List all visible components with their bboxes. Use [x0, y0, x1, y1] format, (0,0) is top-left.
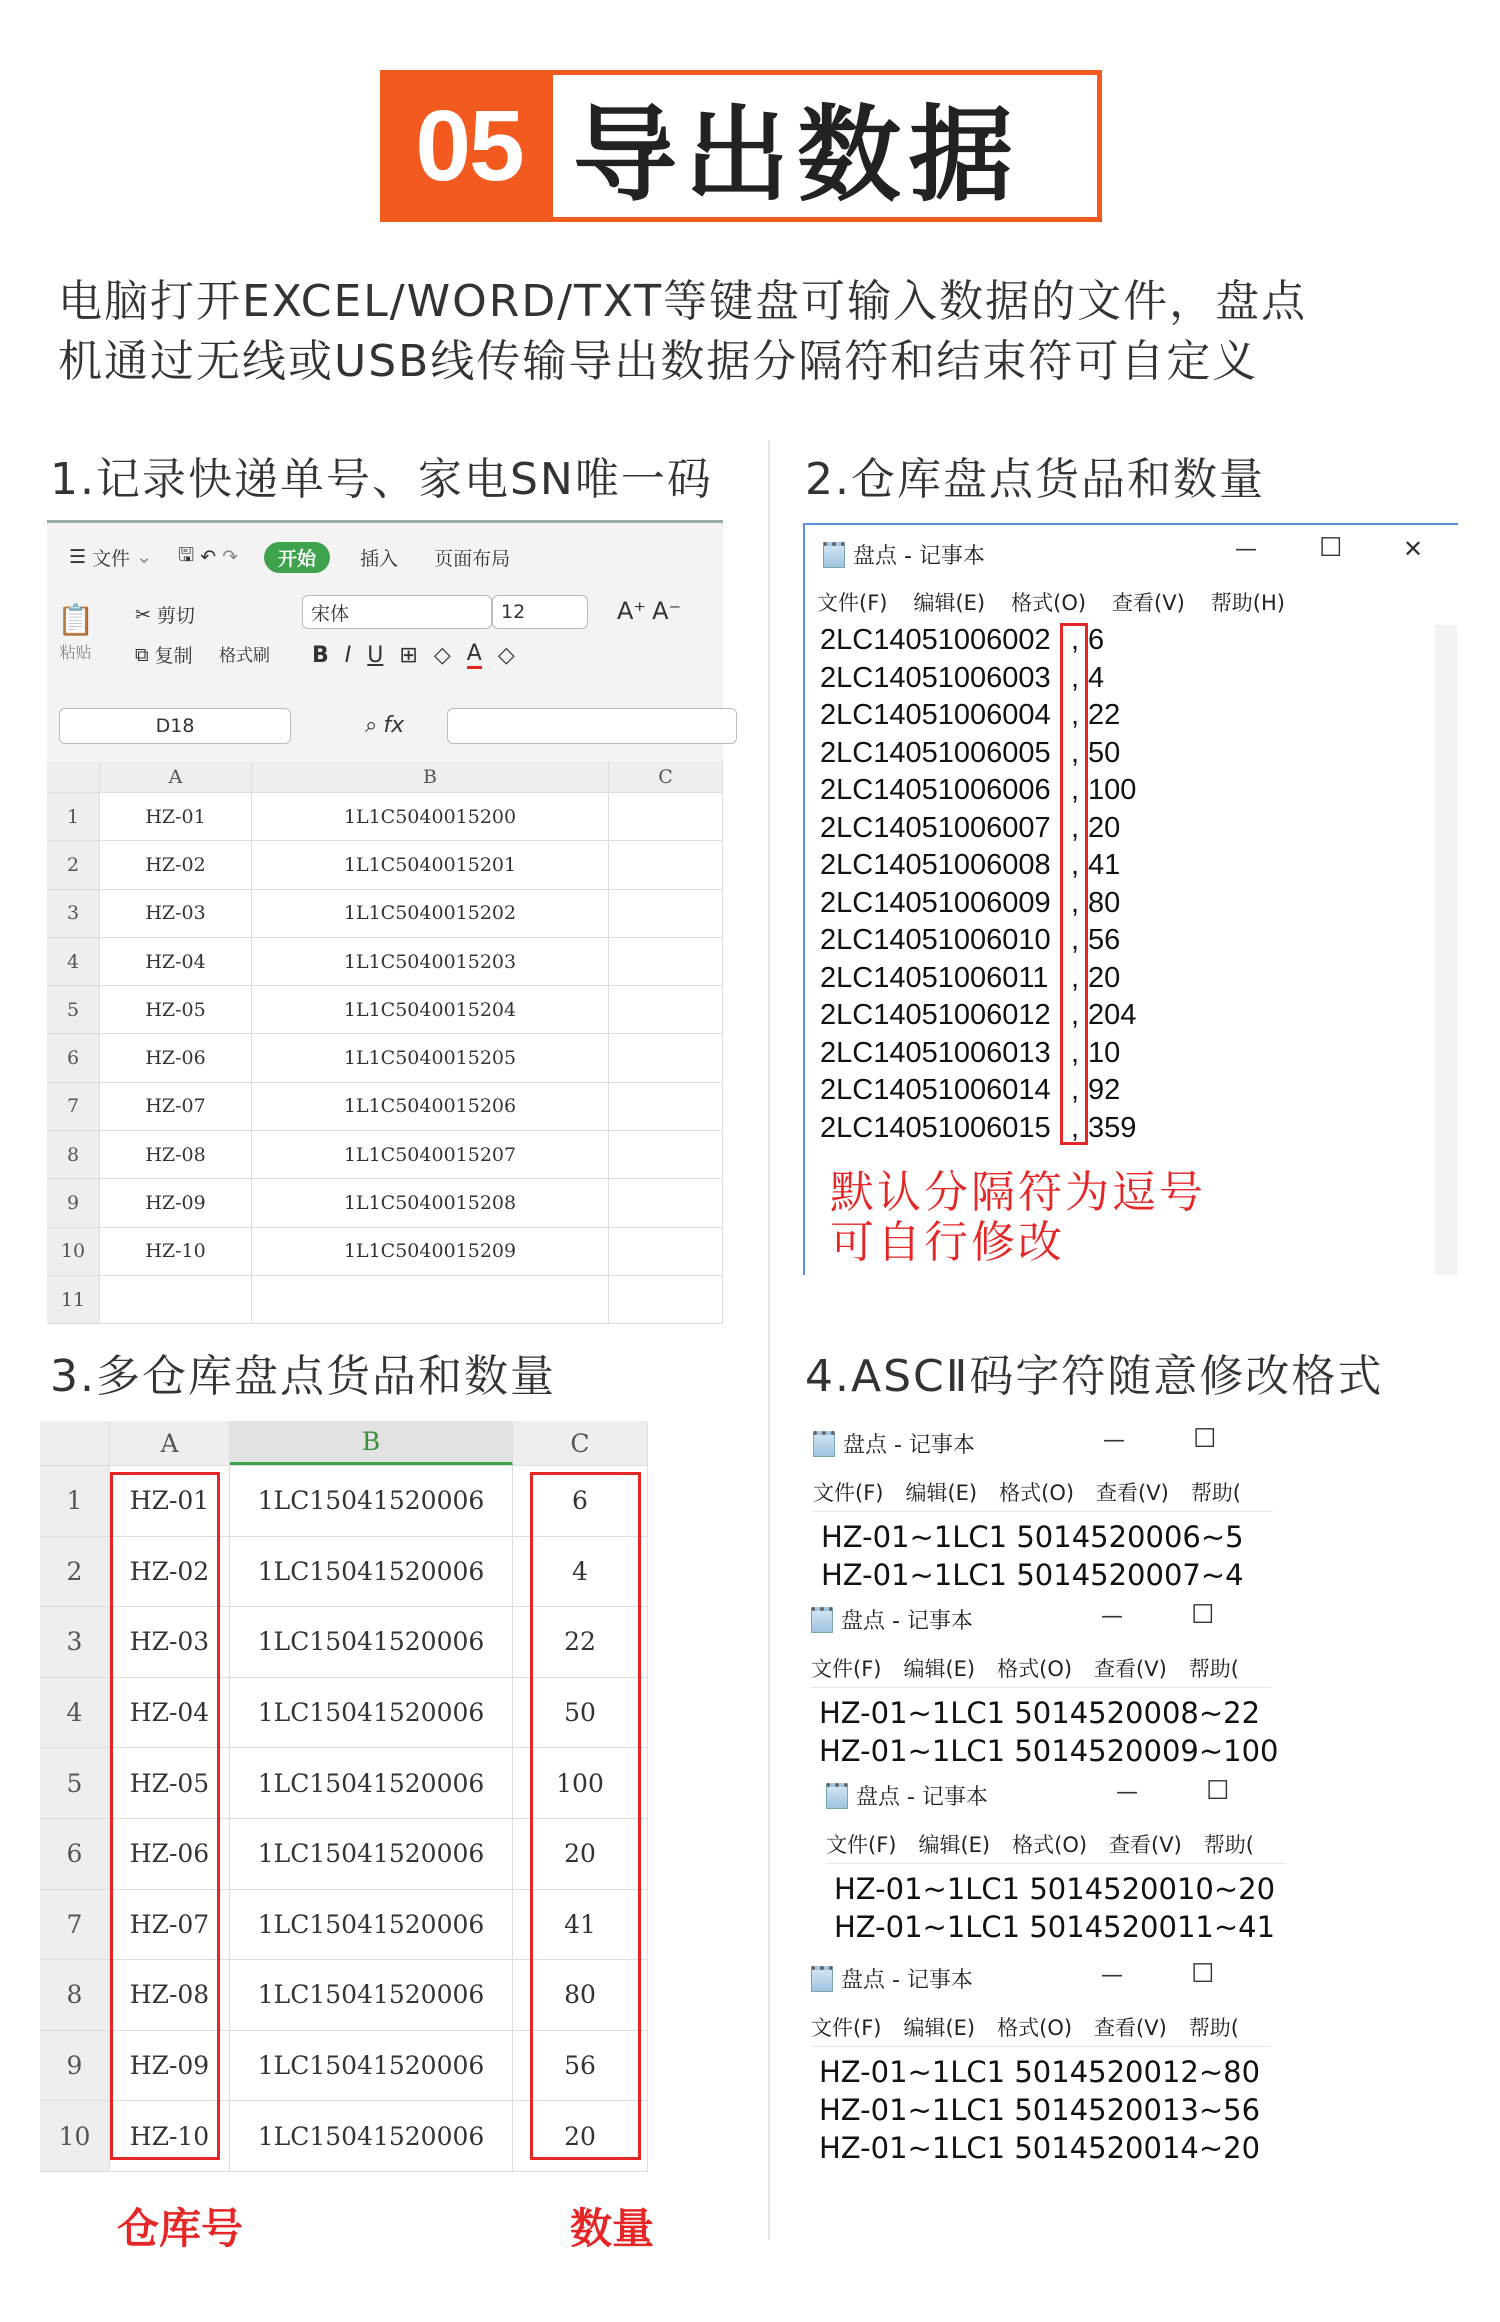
column-header[interactable]: A	[100, 762, 252, 792]
quantity: 41	[1088, 849, 1121, 881]
menu-item[interactable]: 帮助(	[1203, 1833, 1255, 1857]
quantity: 4	[1088, 661, 1105, 694]
text-line	[820, 772, 1136, 810]
paste-icon[interactable]: 📋	[57, 603, 95, 638]
row-header[interactable]: 1	[40, 1466, 110, 1536]
table-cell[interactable]	[609, 890, 723, 937]
quantity: 20	[1088, 961, 1121, 994]
row-header[interactable]: 3	[40, 1607, 110, 1677]
menu-bar	[817, 587, 1285, 617]
menu-item[interactable]: 文件(F)	[813, 1481, 884, 1505]
window-title: 盘点 - 记事本	[843, 1433, 975, 1458]
notepad-icon	[813, 1431, 835, 1457]
quantity: 10	[1088, 1036, 1121, 1069]
menu-item[interactable]: 文件(F)	[811, 1657, 882, 1681]
table-cell[interactable]: 1LC15041520006	[230, 1890, 513, 1960]
table-cell[interactable]: HZ-04	[110, 1678, 230, 1748]
serial-number: 2LC14051006008	[820, 849, 1051, 881]
title-banner	[380, 70, 1102, 222]
table-row	[47, 1276, 723, 1324]
separator: ,	[1070, 811, 1080, 844]
text-line	[820, 660, 1136, 698]
separator: ,	[1070, 999, 1080, 1031]
table-cell[interactable]: 1L1C5040015201	[252, 841, 609, 888]
row-header[interactable]: 8	[47, 1131, 100, 1178]
text-area[interactable]	[811, 1694, 1311, 1770]
table-cell[interactable]: 1L1C5040015206	[252, 1083, 609, 1130]
warehouse-label: 仓库号	[117, 2204, 244, 2253]
title-bar	[811, 1604, 1311, 1635]
header-row	[47, 762, 723, 793]
font-select[interactable]	[302, 595, 492, 629]
row-header[interactable]: 2	[47, 841, 100, 888]
table-cell[interactable]: 1LC15041520006	[230, 2101, 513, 2171]
text-area[interactable]	[811, 2053, 1311, 2167]
text-line: HZ-01~1LC1 5014520006~5	[821, 1520, 1244, 1554]
table-cell[interactable]	[609, 841, 723, 888]
menu-item[interactable]: 查看(V)	[1109, 1833, 1182, 1857]
menu-item[interactable]: 编辑(E)	[903, 2016, 976, 2040]
table-row	[47, 1228, 723, 1276]
menu-item[interactable]: 查看(V)	[1096, 1481, 1169, 1505]
notepad-window-mini	[811, 1959, 1311, 2167]
font-value: 宋体	[311, 602, 350, 625]
minimize-button[interactable]: —	[1235, 537, 1257, 562]
row-header[interactable]: 9	[47, 1179, 100, 1226]
table-cell[interactable]: 80	[513, 1960, 648, 2030]
table-cell[interactable]: HZ-10	[100, 1228, 252, 1275]
table-cell[interactable]: HZ-07	[110, 1890, 230, 1960]
title-bar	[811, 1963, 1311, 1994]
text-line: HZ-01~1LC1 5014520010~20	[834, 1872, 1276, 1906]
maximize-button[interactable]: ☐	[1206, 1776, 1230, 1806]
table-row	[47, 938, 723, 986]
text-line	[820, 735, 1136, 773]
section-3-heading: 3.多仓库盘点货品和数量	[50, 1351, 556, 1402]
serial-number: 2LC14051006010	[820, 924, 1051, 956]
menu-item[interactable]: 查看(V)	[1094, 2016, 1167, 2040]
minimize-button[interactable]: —	[1103, 1428, 1125, 1453]
title-number: 05	[385, 75, 553, 217]
column-header[interactable]: C	[609, 762, 723, 792]
notepad-window-mini	[826, 1776, 1326, 1946]
table-row	[47, 890, 723, 938]
table-cell[interactable]: 1L1C5040015209	[252, 1228, 609, 1275]
text-line: HZ-01~1LC1 5014520012~80	[819, 2055, 1261, 2089]
underline-icon[interactable]: U	[367, 642, 384, 668]
row-header[interactable]: 6	[40, 1819, 110, 1889]
zoom-icon[interactable]: ⌕	[365, 713, 378, 738]
notepad-window-mini	[813, 1424, 1313, 1594]
table-cell[interactable]	[609, 1276, 723, 1323]
table-cell[interactable]: HZ-08	[100, 1131, 252, 1178]
section-1-heading: 1.记录快递单号、家电SN唯一码	[50, 454, 713, 505]
table-cell[interactable]: HZ-01	[100, 793, 252, 840]
header-row	[40, 1421, 648, 1466]
table-cell[interactable]: HZ-03	[110, 1607, 230, 1677]
separator-highlight	[1060, 623, 1088, 1145]
quantity: 359	[1088, 1111, 1137, 1144]
corner-cell[interactable]	[40, 1421, 110, 1465]
table-cell[interactable]: 4	[513, 1537, 648, 1607]
separator: ,	[1070, 774, 1080, 806]
table-cell[interactable]: 1LC15041520006	[230, 1748, 513, 1818]
text-line: HZ-01~1LC1 5014520009~100	[819, 1734, 1279, 1768]
row-header[interactable]: 7	[47, 1083, 100, 1130]
table-cell[interactable]	[609, 1179, 723, 1226]
text-line: HZ-01~1LC1 5014520007~4	[821, 1558, 1244, 1592]
tab-start[interactable]: 开始	[264, 542, 330, 573]
row-header[interactable]: 5	[47, 986, 100, 1033]
table-cell[interactable]: 1LC15041520006	[230, 1466, 513, 1536]
table-cell[interactable]: 1LC15041520006	[230, 1678, 513, 1748]
table-cell[interactable]: HZ-07	[100, 1083, 252, 1130]
text-line	[820, 1110, 1136, 1148]
redo-icon[interactable]: ↷	[222, 546, 239, 568]
column-header[interactable]: C	[513, 1421, 648, 1465]
spreadsheet-window-1	[47, 520, 723, 1311]
table-cell[interactable]: HZ-02	[100, 841, 252, 888]
table-row	[47, 1179, 723, 1227]
text-line	[820, 1072, 1136, 1110]
menu-item[interactable]: 格式(O)	[1012, 1833, 1088, 1857]
quantity: 204	[1088, 999, 1137, 1031]
text-line	[820, 622, 1136, 660]
separator: ,	[1070, 849, 1080, 881]
menu-bar	[811, 1653, 1271, 1688]
minimize-button[interactable]: —	[1116, 1780, 1138, 1805]
quantity: 50	[1088, 736, 1121, 769]
section-2-heading: 2.仓库盘点货品和数量	[805, 454, 1265, 505]
menu-item[interactable]: 帮助(	[1190, 1481, 1242, 1505]
menu-item[interactable]: 编辑(E)	[903, 1657, 976, 1681]
row-header[interactable]: 3	[47, 890, 100, 937]
notepad-icon	[811, 1966, 833, 1992]
cut-button[interactable]: 剪切	[156, 605, 195, 627]
table-cell[interactable]: 1LC15041520006	[230, 1960, 513, 2030]
table-cell[interactable]: HZ-04	[100, 938, 252, 985]
menu-bar	[811, 2012, 1271, 2047]
row-header[interactable]: 4	[47, 938, 100, 985]
window-title: 盘点 - 记事本	[853, 544, 985, 569]
warehouse-column-highlight	[110, 1472, 220, 2160]
minimize-button[interactable]: —	[1101, 1604, 1123, 1629]
row-header[interactable]: 4	[40, 1678, 110, 1748]
notepad-icon	[826, 1783, 848, 1809]
table-cell[interactable]: HZ-08	[110, 1960, 230, 2030]
fx-icon[interactable]: fx	[383, 713, 405, 738]
notepad-window	[803, 523, 1458, 1275]
decrease-font-icon[interactable]: A⁻	[652, 597, 682, 625]
menu-item[interactable]: 查看(V)	[1112, 591, 1185, 615]
menu-item[interactable]: 帮助(H)	[1210, 591, 1285, 615]
menu-item[interactable]: 编辑(E)	[905, 1481, 978, 1505]
table-cell[interactable]: HZ-05	[100, 986, 252, 1033]
quantity: 6	[1088, 624, 1105, 656]
menu-item[interactable]: 格式(O)	[999, 1481, 1075, 1505]
quantity: 56	[1088, 924, 1121, 956]
minimize-button[interactable]: —	[1101, 1963, 1123, 1988]
menu-item[interactable]: 格式(O)	[1011, 591, 1087, 615]
table-cell[interactable]: HZ-06	[110, 1819, 230, 1889]
serial-number: 2LC14051006005	[820, 736, 1051, 769]
table-cell[interactable]: 56	[513, 2031, 648, 2101]
menu-item[interactable]: 格式(O)	[997, 1657, 1073, 1681]
text-line: HZ-01~1LC1 5014520014~20	[819, 2131, 1261, 2165]
menu-icon[interactable]: ☰	[69, 546, 87, 568]
format-painter-button[interactable]: 格式刷	[219, 646, 270, 666]
close-button[interactable]: ✕	[1403, 535, 1424, 563]
table-cell[interactable]: 41	[513, 1890, 648, 1960]
cell-ref: D18	[155, 715, 195, 737]
border-icon[interactable]: ⊞	[399, 642, 418, 668]
row-header[interactable]: 9	[40, 2031, 110, 2101]
tab-insert[interactable]: 插入	[360, 547, 399, 570]
text-line: HZ-01~1LC1 5014520008~22	[819, 1696, 1261, 1730]
table-cell[interactable]: 1L1C5040015208	[252, 1179, 609, 1226]
table-cell[interactable]: 100	[513, 1748, 648, 1818]
text-line	[820, 1035, 1136, 1073]
separator: ,	[1070, 1111, 1080, 1144]
table-cell[interactable]: 1LC15041520006	[230, 1537, 513, 1607]
table-cell[interactable]: HZ-09	[100, 1179, 252, 1226]
separator: ,	[1070, 1036, 1080, 1069]
row-header[interactable]: 7	[40, 1890, 110, 1960]
maximize-button[interactable]: ☐	[1191, 1600, 1215, 1630]
serial-number: 2LC14051006002	[820, 624, 1051, 656]
column-divider	[768, 440, 770, 2240]
cut-icon: ✂	[135, 603, 151, 626]
separator: ,	[1070, 661, 1080, 694]
table-cell[interactable]: 1L1C5040015202	[252, 890, 609, 937]
table-cell[interactable]	[609, 1083, 723, 1130]
copy-icon: ⧉	[135, 643, 149, 666]
font-size-select[interactable]	[492, 595, 588, 629]
row-header[interactable]: 5	[40, 1748, 110, 1818]
quantity: 80	[1088, 886, 1121, 919]
table-cell[interactable]	[609, 986, 723, 1033]
window-title: 盘点 - 记事本	[856, 1785, 988, 1810]
menu-bar	[813, 1477, 1273, 1512]
window-title: 盘点 - 记事本	[841, 1609, 973, 1634]
separator: ,	[1070, 924, 1080, 956]
column-header[interactable]: B	[230, 1421, 513, 1465]
scrollbar[interactable]	[1435, 625, 1457, 1275]
serial-number: 2LC14051006006	[820, 774, 1051, 806]
fill-color-icon[interactable]: ◇	[433, 642, 451, 668]
table-cell[interactable]: 1LC15041520006	[230, 1819, 513, 1889]
name-box[interactable]	[59, 708, 291, 744]
row-header[interactable]: 2	[40, 1537, 110, 1607]
serial-number: 2LC14051006007	[820, 811, 1051, 844]
notepad-icon	[811, 1607, 833, 1633]
table-cell[interactable]: HZ-06	[100, 1034, 252, 1081]
table-cell[interactable]: HZ-05	[110, 1748, 230, 1818]
table-row	[47, 1131, 723, 1179]
description-line-2: 机通过无线或USB线传输导出数据分隔符和结束符可自定义	[58, 336, 1259, 387]
table-cell[interactable]: 1L1C5040015205	[252, 1034, 609, 1081]
column-header[interactable]: B	[252, 762, 609, 792]
note-line-2: 可自行修改	[830, 1217, 1065, 1268]
table-cell[interactable]: HZ-02	[110, 1537, 230, 1607]
formula-bar[interactable]	[447, 708, 737, 744]
section-4-heading: 4.ASCⅡ码字符随意修改格式	[805, 1351, 1384, 1402]
row-header[interactable]: 1	[47, 793, 100, 840]
corner-cell[interactable]	[47, 762, 100, 792]
maximize-button[interactable]: ☐	[1191, 1959, 1215, 1989]
serial-number: 2LC14051006003	[820, 661, 1051, 694]
title-bar	[813, 1428, 1313, 1459]
note-line-1: 默认分隔符为逗号	[830, 1167, 1206, 1218]
separator: ,	[1070, 886, 1080, 919]
serial-number: 2LC14051006013	[820, 1036, 1051, 1069]
maximize-button[interactable]: ☐	[1193, 1424, 1217, 1454]
table-cell[interactable]: HZ-09	[110, 2031, 230, 2101]
table-cell[interactable]: HZ-10	[110, 2101, 230, 2171]
table-row	[47, 793, 723, 841]
table-row	[47, 1034, 723, 1082]
separator: ,	[1070, 699, 1080, 731]
separator: ,	[1070, 961, 1080, 994]
serial-number: 2LC14051006012	[820, 999, 1051, 1031]
table-cell[interactable]: 22	[513, 1607, 648, 1677]
table-cell[interactable]: HZ-01	[110, 1466, 230, 1536]
table-row	[47, 986, 723, 1034]
table-cell[interactable]	[609, 1034, 723, 1081]
row-header[interactable]: 10	[47, 1228, 100, 1275]
text-line	[820, 960, 1136, 998]
table-cell[interactable]	[100, 1276, 252, 1323]
table-cell[interactable]	[609, 938, 723, 985]
file-menu[interactable]: 文件	[92, 547, 131, 570]
quantity-column-highlight	[530, 1472, 641, 2160]
table-cell[interactable]: 6	[513, 1466, 648, 1536]
text-line	[820, 885, 1136, 923]
serial-number: 2LC14051006015	[820, 1111, 1051, 1144]
table-cell[interactable]	[609, 1228, 723, 1275]
font-size-value: 12	[501, 601, 526, 623]
table-cell[interactable]: 1LC15041520006	[230, 1607, 513, 1677]
row-header[interactable]: 10	[40, 2101, 110, 2171]
maximize-button[interactable]: ☐	[1319, 533, 1343, 563]
row-header[interactable]: 11	[47, 1276, 100, 1323]
tab-page-layout[interactable]: 页面布局	[434, 547, 511, 570]
separator: ,	[1070, 624, 1080, 656]
text-line	[820, 847, 1136, 885]
text-line: HZ-01~1LC1 5014520013~56	[819, 2093, 1261, 2127]
increase-font-icon[interactable]: A⁺	[617, 597, 647, 625]
quantity: 100	[1088, 774, 1137, 806]
table-cell[interactable]: 1LC15041520006	[230, 2031, 513, 2101]
table-cell[interactable]: 1L1C5040015207	[252, 1131, 609, 1178]
undo-icon[interactable]: ↶	[200, 546, 217, 568]
table-cell[interactable]: HZ-03	[100, 890, 252, 937]
separator: ,	[1070, 736, 1080, 769]
text-line	[820, 697, 1136, 735]
table-cell[interactable]: 1L1C5040015204	[252, 986, 609, 1033]
notepad-window-mini	[811, 1600, 1311, 1770]
menu-item[interactable]: 格式(O)	[997, 2016, 1073, 2040]
italic-icon[interactable]: I	[344, 642, 352, 668]
paste-button[interactable]: 粘贴	[59, 643, 92, 662]
bold-icon[interactable]: B	[312, 642, 329, 668]
copy-button[interactable]: 复制	[154, 645, 193, 667]
separator: ,	[1070, 1074, 1080, 1106]
table-cell[interactable]: 1L1C5040015200	[252, 793, 609, 840]
quantity: 92	[1088, 1074, 1121, 1106]
text-line	[820, 810, 1136, 848]
quantity: 22	[1088, 699, 1121, 731]
table-cell[interactable]	[252, 1276, 609, 1323]
window-title: 盘点 - 记事本	[841, 1968, 973, 1993]
table-row	[47, 1083, 723, 1131]
menu-item[interactable]: 编辑(E)	[918, 1833, 991, 1857]
notepad-icon	[823, 542, 845, 568]
text-area[interactable]	[813, 1518, 1313, 1594]
text-line	[820, 997, 1136, 1035]
separator-note	[830, 1168, 1206, 1268]
table-row	[47, 841, 723, 889]
sheet-grid	[47, 762, 723, 1324]
chevron-down-icon: ⌄	[136, 546, 152, 568]
table-cell[interactable]	[609, 793, 723, 840]
table-cell[interactable]: 50	[513, 1678, 648, 1748]
quantity: 20	[1088, 811, 1121, 844]
quantity-label: 数量	[570, 2204, 655, 2253]
table-cell[interactable]: 1L1C5040015203	[252, 938, 609, 985]
save-icon[interactable]: 🖫	[177, 544, 195, 566]
text-line	[820, 922, 1136, 960]
menu-bar	[826, 1829, 1286, 1864]
title-bar	[826, 1780, 1326, 1811]
menu-item[interactable]: 文件(F)	[817, 591, 888, 615]
row-header[interactable]: 6	[47, 1034, 100, 1081]
serial-number: 2LC14051006011	[820, 961, 1049, 994]
menu-item[interactable]: 帮助(	[1188, 2016, 1240, 2040]
menu-item[interactable]: 编辑(E)	[913, 591, 986, 615]
font-color-icon[interactable]: A	[467, 641, 482, 669]
serial-number: 2LC14051006014	[820, 1074, 1051, 1106]
clear-icon[interactable]: ◇	[497, 642, 515, 668]
description-line-1: 电脑打开EXCEL/WORD/TXT等键盘可输入数据的文件，盘点	[58, 276, 1308, 327]
menu-item[interactable]: 帮助(	[1188, 1657, 1240, 1681]
serial-number: 2LC14051006004	[820, 699, 1051, 731]
text-area[interactable]	[826, 1870, 1326, 1946]
serial-number: 2LC14051006009	[820, 886, 1051, 919]
table-cell[interactable]	[609, 1131, 723, 1178]
text-area[interactable]	[820, 622, 1136, 1147]
row-header[interactable]: 8	[40, 1960, 110, 2030]
column-header[interactable]: A	[110, 1421, 230, 1465]
menu-item[interactable]: 文件(F)	[826, 1833, 897, 1857]
title-text: 导出数据	[573, 94, 1022, 216]
menu-item[interactable]: 文件(F)	[811, 2016, 882, 2040]
menu-item[interactable]: 查看(V)	[1094, 1657, 1167, 1681]
table-cell[interactable]: 20	[513, 2101, 648, 2171]
text-line: HZ-01~1LC1 5014520011~41	[834, 1910, 1276, 1944]
table-cell[interactable]: 20	[513, 1819, 648, 1889]
